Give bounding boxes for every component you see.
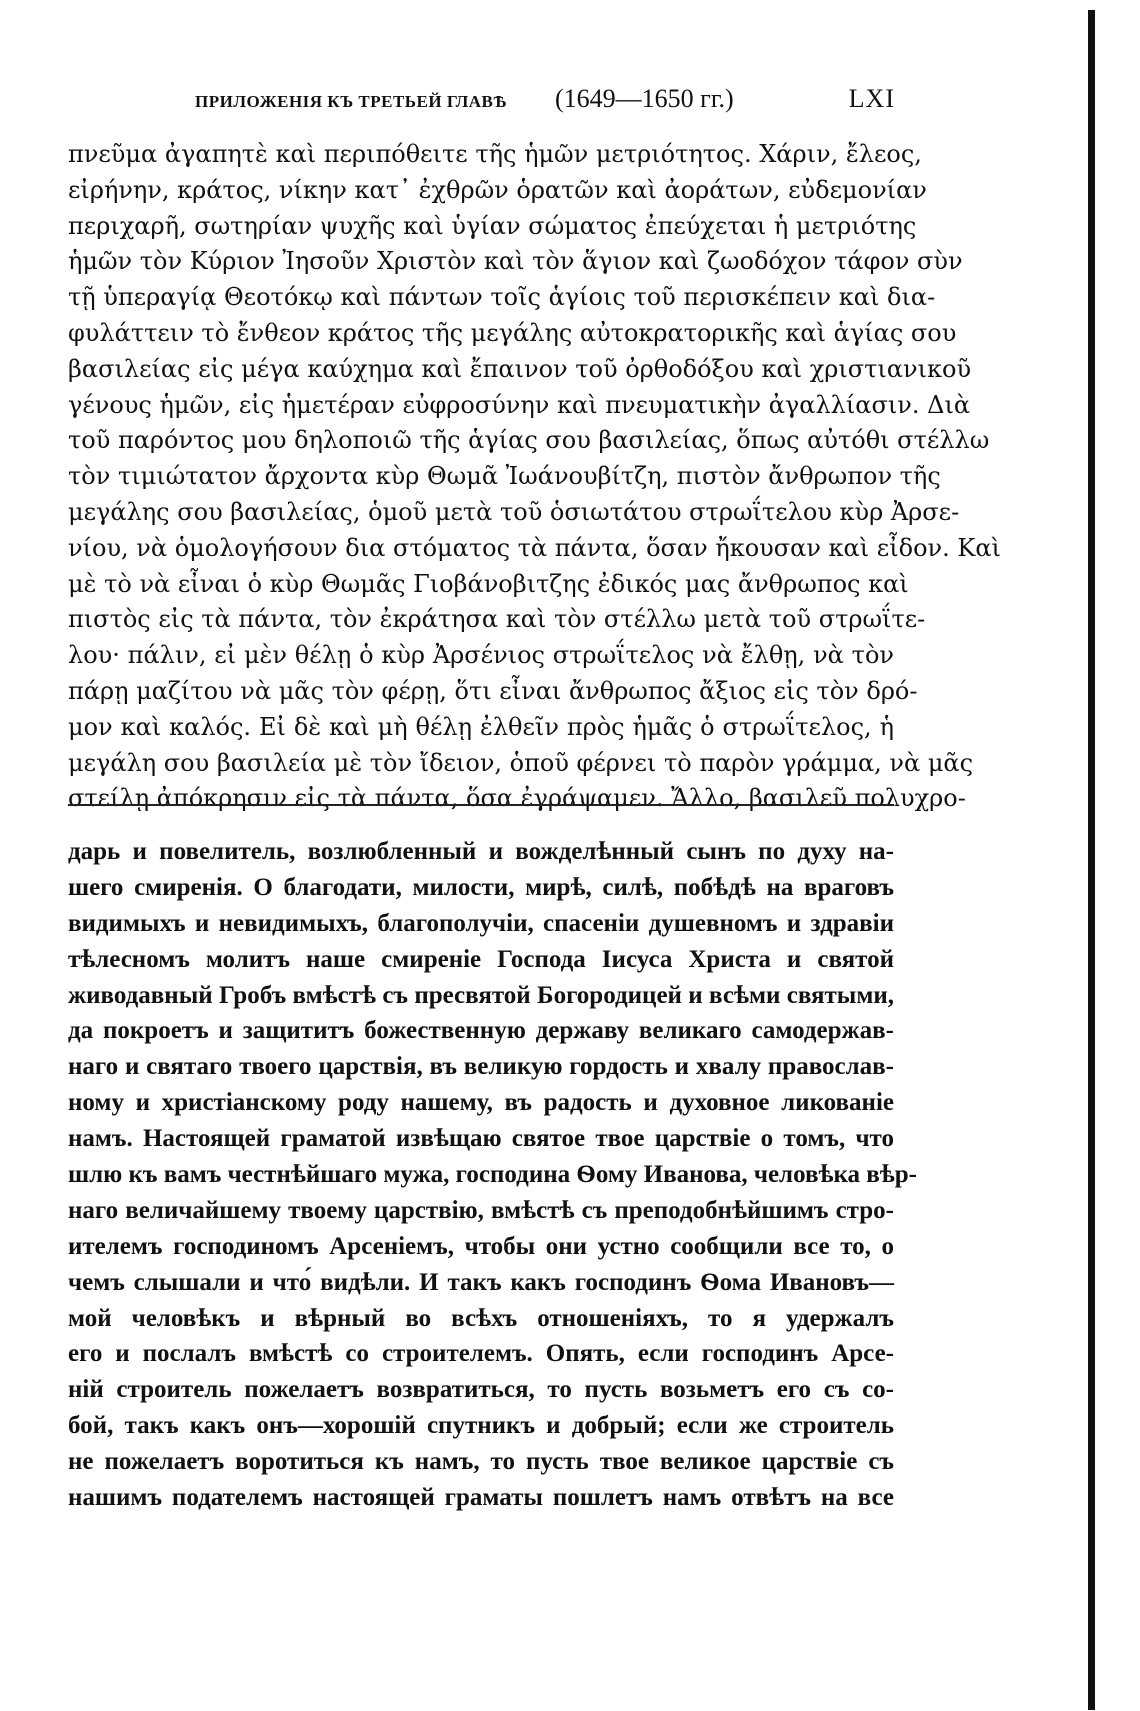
- greek-line: λου· πάλιν, εἰ μὲν θέλῃ ὁ κὺρ Ἀρσένιος στρωΐτελος νὰ ἔλθῃ, νὰ τὸν: [68, 641, 894, 670]
- russian-line: его и послалъ вмѣстѣ со строителемъ. Опять, если господинъ Арсе-: [68, 1340, 894, 1368]
- running-header: [195, 84, 895, 124]
- greek-line: τοῦ παρόντος μου δηλοποιῶ τῆς ἁγίας σου βασιλείας, ὅπως αὐτόθι στέλλω: [68, 426, 990, 455]
- russian-line: видимыхъ и невидимыхъ, благополучіи, спасеніи душевномъ и здравіи: [68, 909, 894, 937]
- section-divider: [68, 804, 894, 806]
- russian-line: намъ. Настоящей граматой извѣщаю святое твое царствіе о томъ, что: [68, 1125, 894, 1153]
- greek-line: ἡμῶν τὸν Κύριον Ἰησοῦν Χριστὸν καὶ τὸν ἅγιον καὶ ζωοδόχον τάφον σὺν: [68, 247, 963, 276]
- russian-line: не пожелаетъ воротиться къ намъ, то пусть твое великое царствіе съ: [68, 1448, 894, 1476]
- russian-line: нашимъ подателемъ настоящей граматы пошлетъ намъ отвѣтъ на все: [68, 1484, 894, 1512]
- greek-line: εἰρήνην, κράτος, νίκην κατ᾽ ἐχθρῶν ὁρατῶν καὶ ἀοράτων, εὐδεμονίαν: [68, 175, 927, 204]
- russian-line: чемъ слышали и что́ видѣли. И такъ какъ господинъ Ѳома Ивановъ—: [68, 1268, 894, 1296]
- greek-text-block: [68, 137, 1001, 817]
- russian-line: шего смиренія. О благодати, милости, мирѣ, силѣ, побѣдѣ на враговъ: [68, 873, 894, 901]
- russian-line: наго и святаго твоего царствія, въ великую гордость и хвалу православ-: [68, 1053, 894, 1081]
- greek-line: πιστὸς εἰς τὰ πάντα, τὸν ἐκράτησα καὶ τὸν στέλλω μετὰ τοῦ στρωΐτε-: [68, 605, 926, 634]
- greek-line: πνεῦμα ἀγαπητὲ καὶ περιπόθειτε τῆς ἡμῶν μετριότητος. Χάριν, ἔλεος,: [68, 140, 922, 168]
- greek-line: μὲ τὸ νὰ εἶναι ὁ κὺρ Θωμᾶς Γιοβάνοβιτζης ἐδικός μας ἄνθρωπος καὶ: [68, 569, 909, 598]
- russian-line: мой человѣкъ и вѣрный во всѣхъ отношеніяхъ, то я удержалъ: [68, 1304, 894, 1332]
- greek-line: πάρῃ μαζίτου νὰ μᾶς τὸν φέρῃ, ὅτι εἶναι ἄνθρωπος ἄξιος εἰς τὸν δρό-: [68, 676, 918, 705]
- greek-line: μεγάλη σου βασιλεία μὲ τὸν ἴδειον, ὁποῦ φέρνει τὸ παρὸν γράμμα, νὰ μᾶς: [68, 748, 974, 777]
- russian-line: шлю къ вамъ честнѣйшаго мужа, господина Ѳому Иванова, человѣка вѣр-: [68, 1161, 917, 1189]
- russian-line: живодавный Гробъ вмѣстѣ съ пресвятой Богородицей и всѣми святыми,: [68, 981, 894, 1009]
- russian-line: ній строитель пожелаетъ возвратиться, то пусть возьметъ его съ со-: [68, 1376, 894, 1404]
- russian-line: наго величайшему твоему царствію, вмѣстѣ съ преподобнѣйшимъ стро-: [68, 1196, 894, 1224]
- russian-line: ному и христіанскому роду нашему, въ радость и духовное ликованіе: [68, 1089, 894, 1117]
- greek-line: νίου, νὰ ὁμολογήσουν δια στόματος τὰ πάντα, ὅσαν ἤκουσαν καὶ εἶδον. Καὶ: [68, 533, 1001, 562]
- russian-line: бой, такъ какъ онъ—хорошій спутникъ и добрый; если же строитель: [68, 1412, 894, 1440]
- russian-line: дарь и повелитель, возлюбленный и вожделѣнный сынъ по духу на-: [68, 838, 894, 865]
- header-title: ПРИЛОЖЕНІЯ КЪ ТРЕТЬЕЙ ГЛАВѢ: [195, 92, 507, 111]
- greek-line: μον καὶ καλός. Εἰ δὲ καὶ μὴ θέλῃ ἐλθεῖν πρὸς ἡμᾶς ὁ στρωΐτελος, ἡ: [68, 712, 894, 741]
- page-number: LXI: [848, 84, 895, 113]
- greek-line: στείλῃ ἀπόκρησιν εἰς τὰ πάντα, ὅσα ἐγράψαμεν. Ἄλλο, βασιλεῦ πολυχρο-: [68, 784, 966, 813]
- russian-line: тѣлесномъ молитъ наше смиреніе Господа Іисуса Христа и святой: [68, 945, 894, 973]
- greek-line: περιχαρῆ, σωτηρίαν ψυχῆς καὶ ὑγίαν σώματος ἐπεύχεται ἡ μετριότης: [68, 211, 917, 240]
- greek-line: τῇ ὑπεραγίᾳ Θεοτόκῳ καὶ πάντων τοῖς ἁγίοις τοῦ περισκέπειν καὶ δια-: [68, 283, 936, 312]
- greek-line: τὸν τιμιώτατον ἄρχοντα κὺρ Θωμᾶ Ἰωάνουβίτζη, πιστὸν ἄνθρωπον τῆς: [68, 462, 941, 491]
- greek-line: φυλάττειν τὸ ἔνθεον κράτος τῆς μεγάλης αὐτοκρατορικῆς καὶ ἁγίας σου: [68, 318, 957, 347]
- russian-line: да покроетъ и защититъ божественную державу великаго самодержав-: [68, 1017, 894, 1045]
- greek-line: βασιλείας εἰς μέγα καύχημα καὶ ἔπαινον τοῦ ὀρθοδόξου καὶ χριστιανικοῦ: [68, 354, 972, 383]
- header-years: (1649—1650 гг.): [555, 84, 734, 113]
- russian-text-block: [68, 834, 917, 1516]
- greek-line: μεγάλης σου βασιλείας, ὁμοῦ μετὰ τοῦ ὁσιωτάτου στρωΐτελου κὺρ Ἀρσε-: [68, 497, 960, 526]
- page-edge-bar: [1088, 10, 1095, 1710]
- greek-line: γένους ἡμῶν, εἰς ἡμετέραν εὐφροσύνην καὶ πνευματικὴν ἀγαλλίασιν. Διὰ: [68, 390, 971, 419]
- russian-line: ителемъ господиномъ Арсеніемъ, чтобы они устно сообщили все то, о: [68, 1232, 894, 1260]
